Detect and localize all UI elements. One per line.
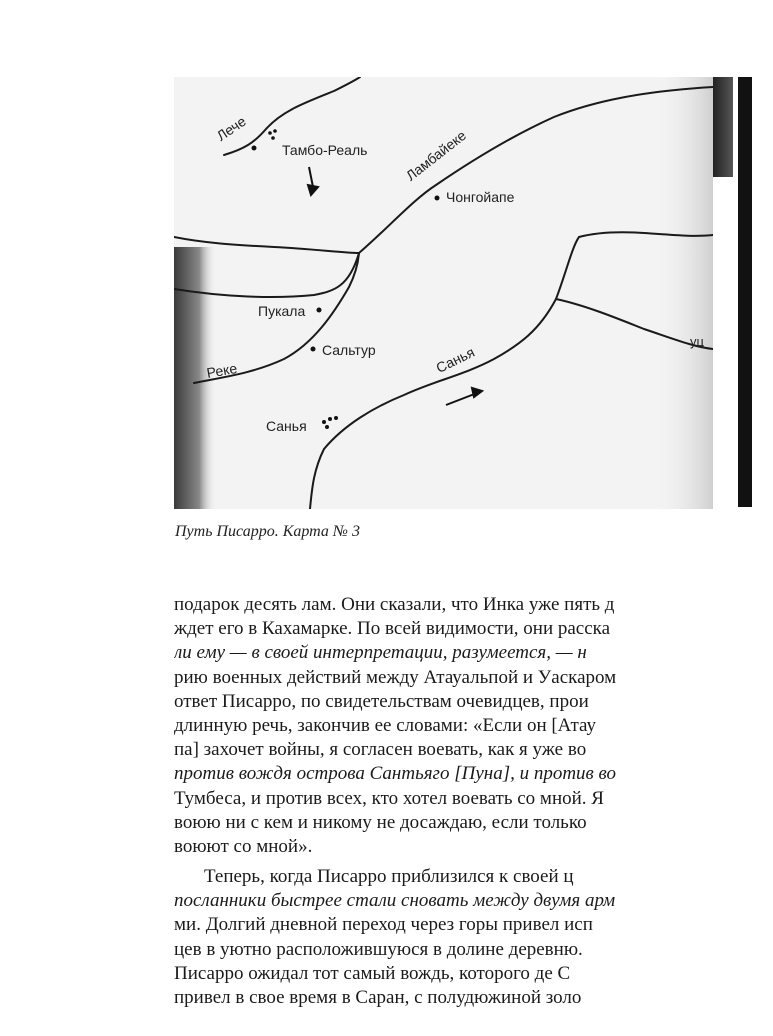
text-line: длинную речь, закончив ее словами: «Если он [Атау — [174, 714, 596, 736]
map-caption: Путь Писарро. Карта № 3 — [175, 523, 360, 540]
map-shade-right — [654, 77, 713, 509]
label-reke: Реке — [205, 359, 239, 381]
label-leche: Лече — [213, 112, 249, 144]
text-line: рию военных действий между Атауальпой и Уаскаром — [174, 666, 617, 688]
ruin-dot — [271, 136, 275, 140]
map — [174, 77, 713, 509]
route-arrow-2-shaft — [446, 393, 477, 405]
label-edge-fragment: уц — [690, 334, 704, 349]
label-sanya-town: Санья — [266, 418, 307, 434]
dot-tambo-real — [252, 146, 257, 151]
scan-shadow-top — [713, 77, 733, 177]
dot-sanya — [325, 425, 329, 429]
label-tambo-real: Тамбо-Реаль — [282, 142, 368, 158]
text-line: цев в уютно расположившуюся в долине деревню. — [174, 938, 583, 960]
text-line: воюю ни с кем и никому не досаждаю, если только — [174, 811, 587, 833]
text-line: воюют со мной». — [174, 835, 313, 857]
dot-pukala — [317, 308, 322, 313]
label-lambayeke: Ламбайеке — [402, 127, 470, 184]
text-line: против вождя острова Сантьяго [Пуна], и против во — [174, 763, 617, 785]
label-pukala: Пукала — [258, 303, 306, 319]
route-arrow-1-head — [308, 185, 318, 195]
dot-chongoyape — [435, 196, 440, 201]
text-line: подарок десять лам. Они сказали, что Инка уже пять д — [174, 594, 615, 615]
text-line: ми. Долгий дневной переход через горы привел исп — [174, 914, 593, 936]
text-line: Писарро ожидал тот самый вождь, которого де С — [174, 962, 571, 984]
text-line: ждет его в Кахамарке. По всей видимости, они расска — [174, 618, 611, 640]
text-line: ответ Писарро, по свидетельствам очевидцев, прои — [174, 690, 589, 712]
text-line: Тумбеса, и против всех, кто хотел воевать со мной. Я — [174, 787, 604, 809]
dot-sanya — [334, 416, 338, 420]
text-line: привел в свое время в Саран, с полудюжиной золо — [174, 987, 582, 1008]
label-chongoyape: Чонгойапе — [446, 189, 515, 205]
text-line: посланники быстрее стали сновать между двумя арм — [174, 890, 616, 912]
dot-saltur — [311, 347, 316, 352]
route-arrow-2-head — [472, 388, 482, 397]
scan-shadow-bar — [738, 77, 752, 507]
body-text — [174, 593, 719, 1010]
river-sanya — [310, 232, 713, 509]
label-sanya-river: Санья — [433, 343, 477, 376]
text-line: ли ему — в своей интерпретации, разумеется, — н — [174, 642, 587, 664]
ruin-dot — [268, 131, 272, 135]
dot-sanya — [322, 420, 326, 424]
dot-sanya — [328, 417, 332, 421]
ruin-dot — [273, 129, 277, 133]
text-line: па] захочет войны, я согласен воевать, как я уже во — [174, 739, 587, 761]
river-lambayeke — [174, 87, 713, 253]
label-saltur: Сальтур — [322, 342, 376, 358]
text-line: Теперь, когда Писарро приблизился к своей ц — [204, 866, 574, 888]
